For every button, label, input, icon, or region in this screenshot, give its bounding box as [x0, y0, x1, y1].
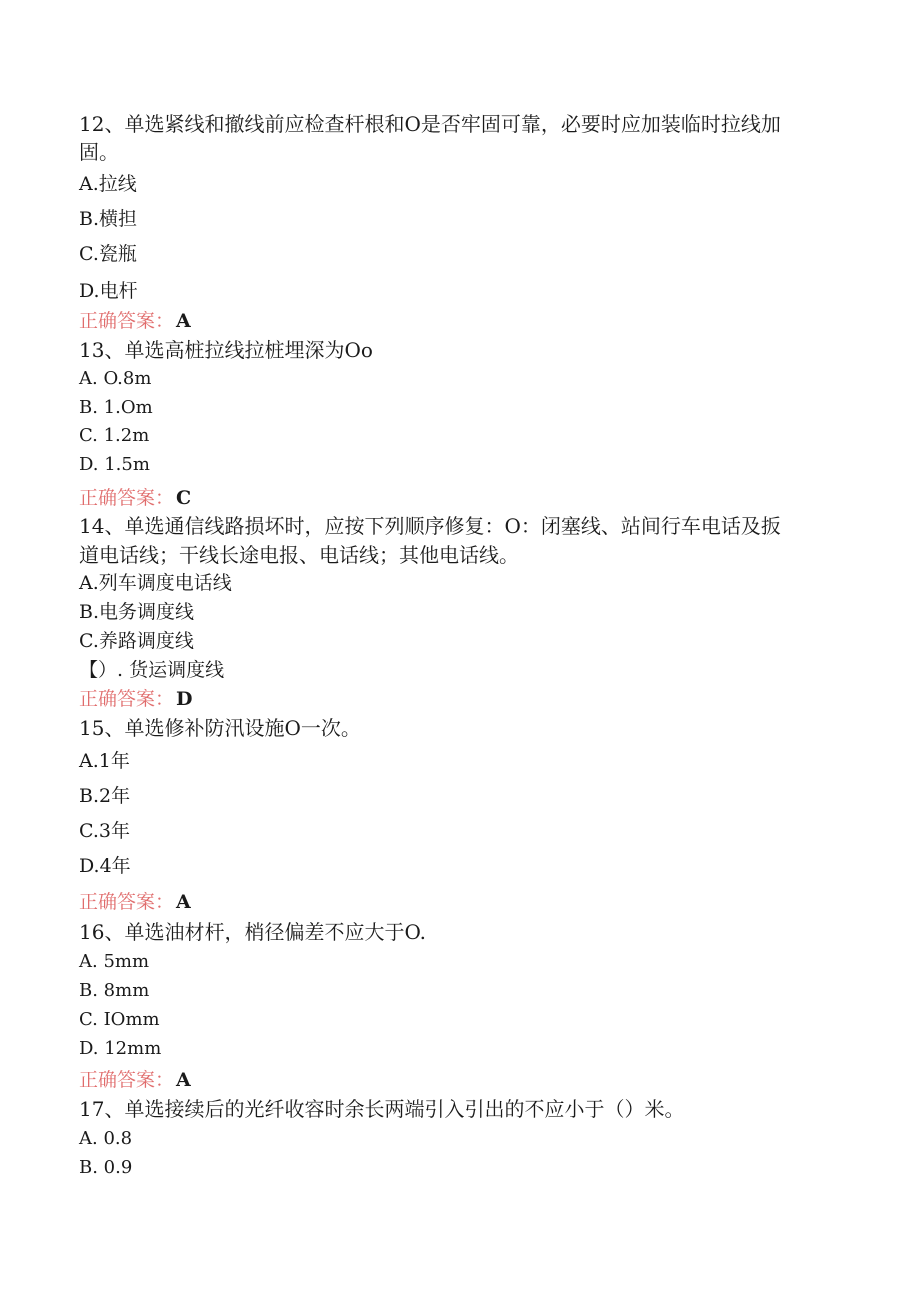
question-14-answer	[79, 690, 193, 709]
question-12-option-c: C.瓷瓶	[79, 243, 137, 265]
question-17-option-a: A. 0.8	[79, 1128, 133, 1149]
answer-value: A	[176, 891, 191, 913]
question-12-option-b: B.横担	[79, 208, 138, 230]
question-17-option-b: B. 0.9	[79, 1157, 133, 1178]
question-12-line-1: 12、单选紧线和撤线前应检查杆根和O是否牢固可靠，必要时应加装临时拉线加	[79, 112, 781, 136]
question-13-option-c: C. 1.2m	[79, 425, 150, 446]
answer-label: 正确答案：	[79, 487, 175, 509]
answer-value: C	[176, 487, 192, 509]
question-14-option-a: A.列车调度电话线	[79, 572, 232, 594]
question-16-option-a: A. 5mm	[79, 951, 150, 972]
question-14-line-2: 道电话线；干线长途电报、电话线；其他电话线。	[79, 543, 519, 567]
question-15-option-c: C.3年	[79, 820, 130, 842]
question-13-line-1: 13、单选高桩拉线拉桩埋深为Oo	[79, 338, 373, 362]
answer-label: 正确答案：	[79, 1069, 175, 1091]
question-15-option-b: B.2年	[79, 785, 131, 807]
question-16-option-d: D. 12mm	[79, 1038, 162, 1059]
question-14-option-b: B.电务调度线	[79, 601, 195, 623]
question-14-line-1: 14、单选通信线路损坏时，应按下列顺序修复：O：闭塞线、站间行车电话及扳	[79, 514, 781, 538]
question-15-option-a: A.1年	[79, 750, 130, 772]
question-16-option-b: B. 8mm	[79, 980, 150, 1001]
question-13-option-d: D. 1.5m	[79, 454, 150, 475]
question-12-line-2: 固。	[79, 140, 119, 164]
question-13-option-a: A. O.8m	[79, 368, 152, 389]
question-16-line-1: 16、单选油材杆，梢径偏差不应大于O.	[79, 920, 427, 944]
question-15-answer	[79, 893, 191, 912]
question-14-option-d: 【）. 货运调度线	[79, 659, 225, 681]
question-13-answer	[79, 489, 191, 508]
question-15-option-d: D.4年	[79, 855, 131, 877]
question-12-answer	[79, 312, 191, 331]
question-16-answer	[79, 1071, 191, 1090]
answer-label: 正确答案：	[79, 891, 175, 913]
question-12-option-a: A.拉线	[79, 173, 137, 195]
question-16-option-c: C. IOmm	[79, 1009, 160, 1030]
answer-value: A	[176, 1069, 191, 1091]
question-17-line-1: 17、单选接续后的光纤收容时余长两端引入引出的不应小于（）米。	[79, 1097, 685, 1121]
question-13-option-b: B. 1.Om	[79, 397, 153, 418]
answer-value: D	[176, 688, 193, 710]
answer-value: A	[176, 310, 191, 332]
question-15-line-1: 15、单选修补防汛设施O一次。	[79, 716, 361, 740]
answer-label: 正确答案：	[79, 310, 175, 332]
question-12-option-d: D.电杆	[79, 280, 138, 302]
question-14-option-c: C.养路调度线	[79, 630, 194, 652]
answer-label: 正确答案：	[79, 688, 175, 710]
